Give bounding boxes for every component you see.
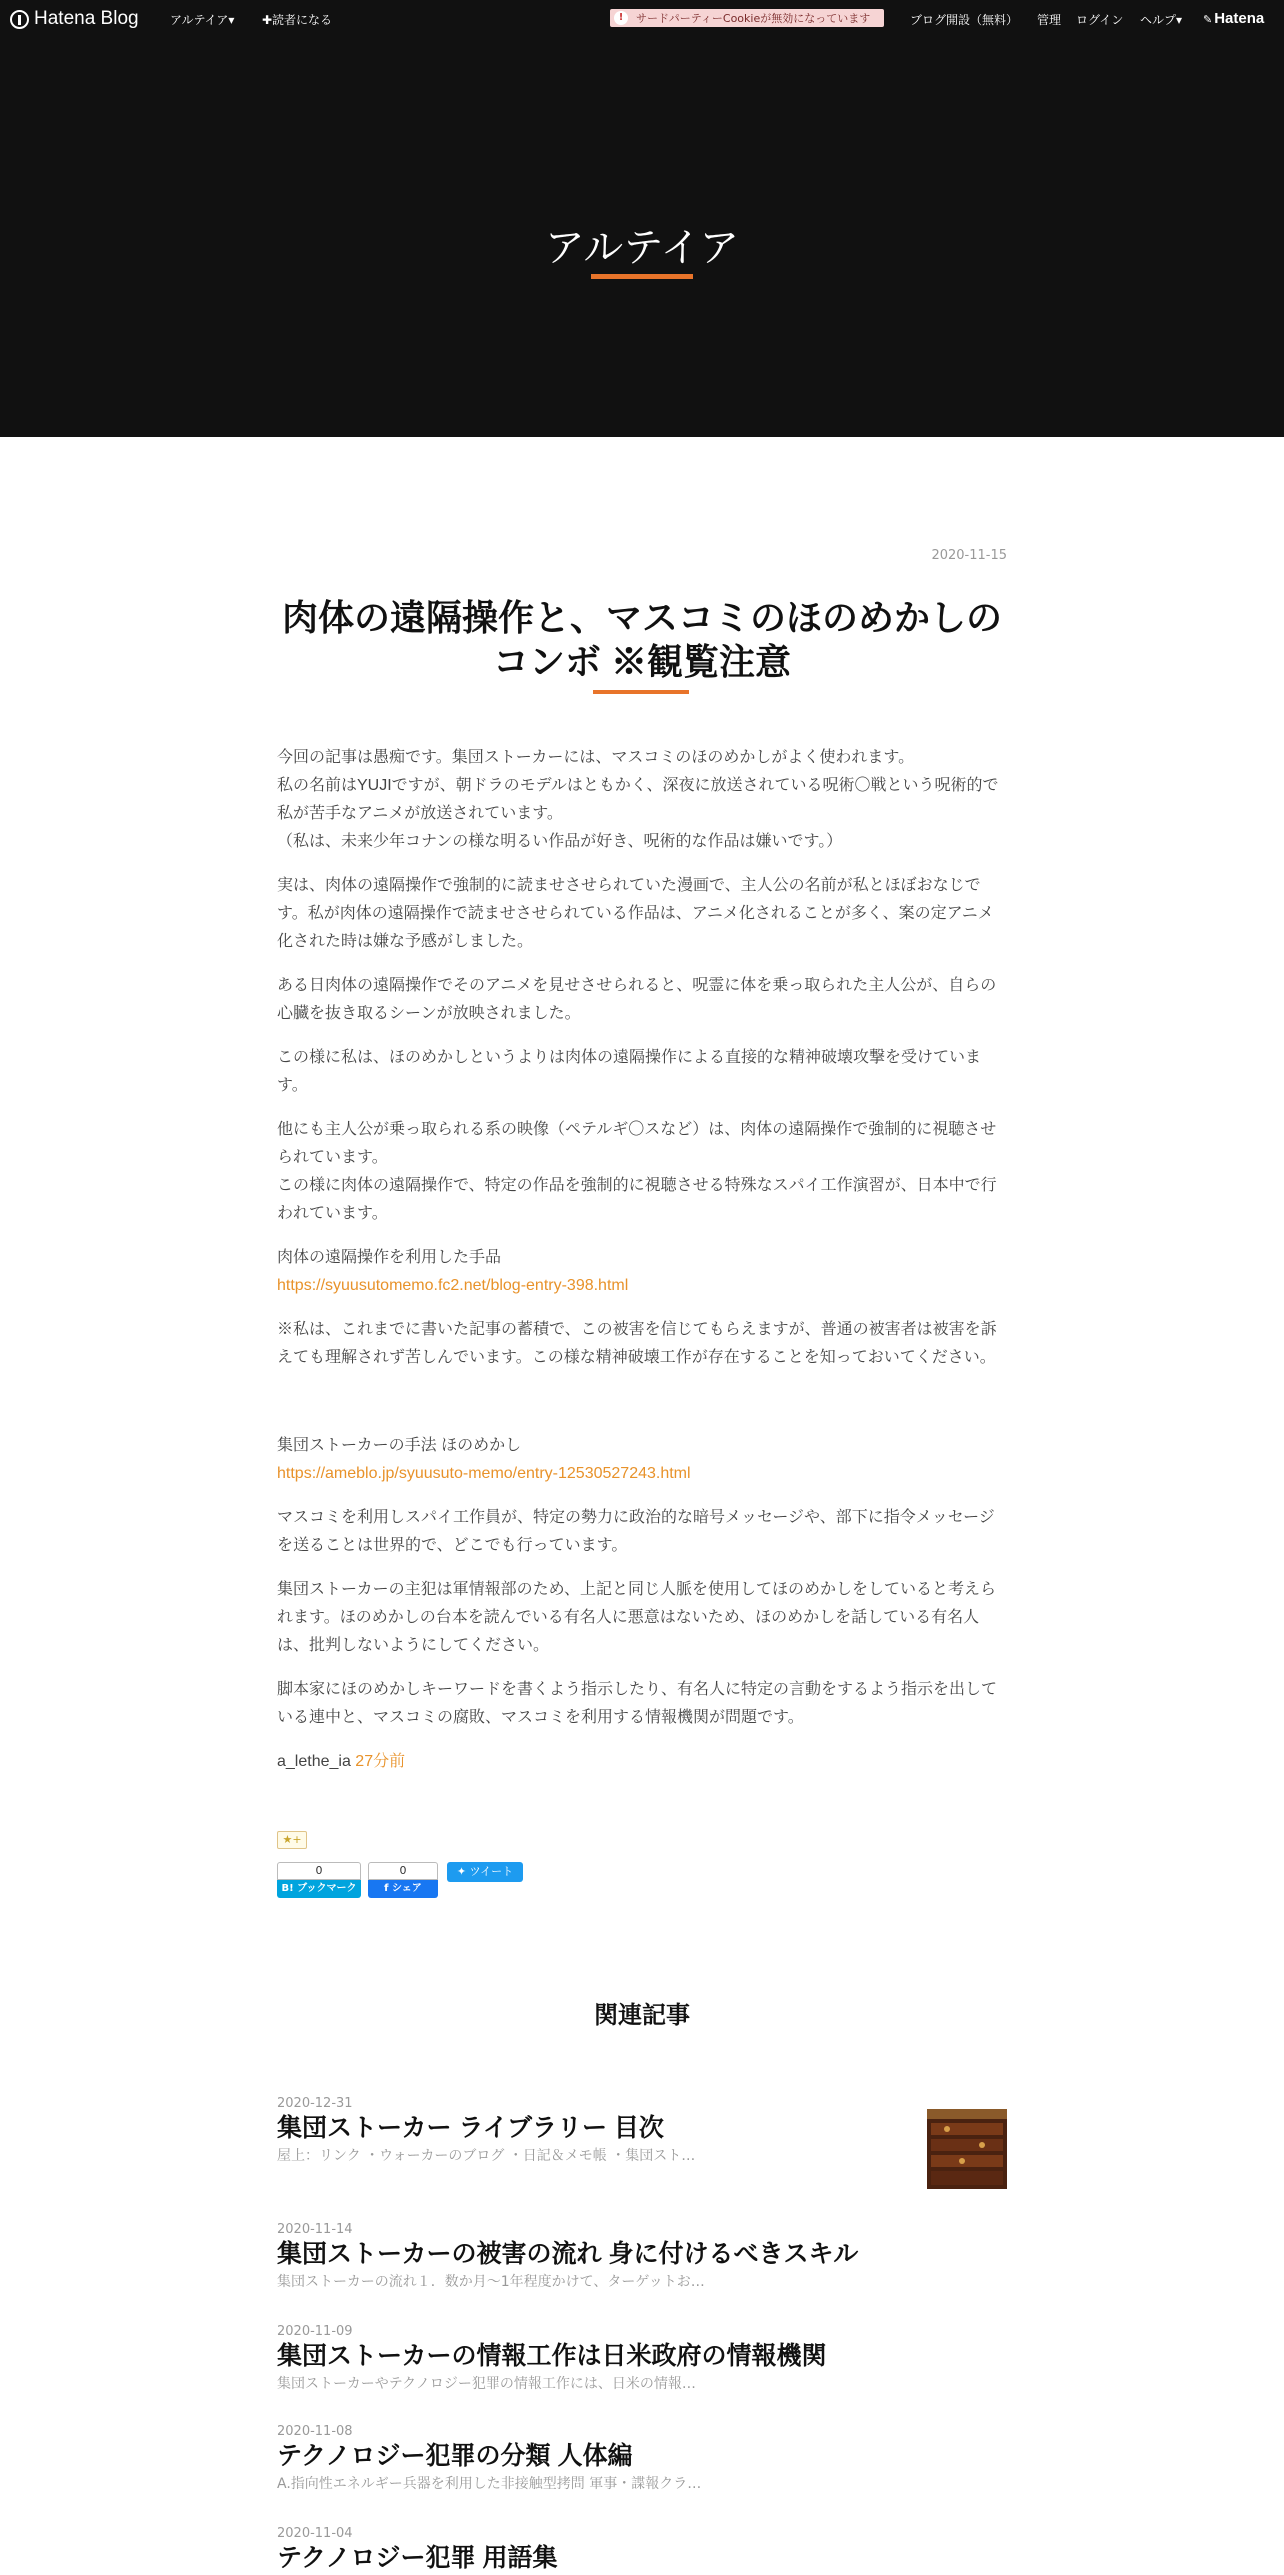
- entry-title-underline: [593, 690, 689, 694]
- paragraph: [277, 1244, 1007, 1300]
- related-date: 2020-12-31: [277, 2096, 353, 2111]
- related-date: 2020-11-04: [277, 2526, 353, 2541]
- tweet-label: ツイート: [469, 1865, 514, 1878]
- text-line: 私の名前はYUJIですが、朝ドラのモデルはともかく、深夜に放送されている呪術〇戦という呪術的で私が苦手なアニメが放送されています。: [277, 777, 999, 822]
- blog-header: [0, 38, 1284, 437]
- hatena-logo-icon: ✎: [1203, 14, 1213, 26]
- hatena-logo-icon: [10, 10, 29, 29]
- share-label: f シェア: [368, 1880, 438, 1898]
- paragraph: [277, 1116, 1007, 1228]
- entry-title[interactable]: 肉体の遠隔操作と、マスコミのほのめかしのコンボ ※観覧注意: [281, 597, 1002, 682]
- paragraph: [277, 1432, 1007, 1488]
- cookie-notice-text: サードパーティーCookieが無効になっています: [636, 12, 871, 25]
- twitter-bird-icon: ✦: [456, 1865, 467, 1878]
- tweet-button[interactable]: [447, 1862, 523, 1882]
- related-snippet: 屋上：リンク ・ウォーカーのブログ ・日記＆メモ帳 ・集団スト…: [277, 2148, 696, 2164]
- text-line: （私は、未来少年コナンの様な明るい作品が好き、呪術的な作品は嫌いです。）: [277, 833, 843, 850]
- bookmark-count: 0: [277, 1862, 361, 1880]
- entry-footer: [277, 1748, 1007, 1776]
- subscribe-button[interactable]: ✚読者になる: [262, 13, 333, 27]
- add-star-button[interactable]: ★+: [277, 1831, 307, 1849]
- cookie-notice[interactable]: [610, 9, 884, 27]
- paragraph: 脚本家にほのめかしキーワードを書くよう指示したり、有名人に特定の言動をするよう指示を出している連中と、マスコミの腐敗、マスコミを利用する情報機関が問題です。: [277, 1681, 998, 1726]
- text-line: この様に肉体の遠隔操作で、特定の作品を強制的に視聴させる特殊なスパイ工作演習が、日本中で行われています。: [277, 1177, 997, 1222]
- paragraph: この様に私は、ほのめかしというよりは肉体の遠隔操作による直接的な精神破壊攻撃を受けています。: [277, 1049, 982, 1094]
- bookmark-label: B! ブックマーク: [277, 1880, 361, 1898]
- related-heading: 関連記事: [594, 2002, 690, 2029]
- blog-title[interactable]: アルテイア: [544, 226, 740, 270]
- author-name[interactable]: a_lethe_ia: [277, 1753, 351, 1770]
- text-line: 他にも主人公が乗っ取られる系の映像（ペテルギ〇スなど）は、肉体の遠隔操作で強制的に視聴させられています。: [277, 1121, 997, 1166]
- admin-link[interactable]: 管理: [1037, 13, 1062, 27]
- related-title[interactable]: 集団ストーカーの被害の流れ 身に付けるべきスキル: [277, 2240, 859, 2268]
- hatena-link[interactable]: [1203, 10, 1264, 27]
- blog-menu[interactable]: アルテイア▾: [170, 13, 235, 27]
- paragraph: ある日肉体の遠隔操作でそのアニメを見せさせられると、呪霊に体を乗っ取られた主人公が、自らの心臓を抜き取るシーンが放映されました。: [277, 977, 997, 1022]
- related-date: 2020-11-08: [277, 2424, 353, 2439]
- related-title[interactable]: テクノロジー犯罪 用語集: [277, 2544, 558, 2572]
- title-underline: [591, 274, 693, 279]
- facebook-share-button[interactable]: [368, 1862, 438, 1900]
- entry-date[interactable]: 2020-11-15: [931, 548, 1007, 563]
- hatena-bookmark-button[interactable]: [277, 1862, 361, 1900]
- paragraph: マスコミを利用しスパイ工作員が、特定の勢力に政治的な暗号メッセージや、部下に指令メッセージを送ることは世界的で、どこでも行っています。: [277, 1509, 995, 1554]
- external-link[interactable]: https://syuusutomemo.fc2.net/blog-entry-398.html: [277, 1277, 629, 1294]
- entry-body: [277, 744, 1007, 1776]
- help-menu[interactable]: ヘルプ▾: [1140, 13, 1183, 27]
- warning-icon: !: [614, 11, 628, 25]
- related-date: 2020-11-14: [277, 2222, 353, 2237]
- paragraph: 実は、肉体の遠隔操作で強制的に読ませさせられていた漫画で、主人公の名前が私とほぼおなじです。私が肉体の遠隔操作で読ませさせられている作品は、アニメ化されることが多く、案の定アニメ化された時は嫌な予感がしました。: [277, 877, 994, 950]
- related-title[interactable]: 集団ストーカー ライブラリー 目次: [277, 2114, 664, 2142]
- paragraph: 集団ストーカーの主犯は軍情報部のため、上記と同じ人脈を使用してほのめかしをしていると考えられます。ほのめかしの台本を読んでいる有名人に悪意はないため、ほのめかしを話している有名人は、批判しないようにしてください。: [277, 1581, 997, 1654]
- related-item[interactable]: [277, 2096, 1007, 2165]
- related-date: 2020-11-09: [277, 2324, 353, 2339]
- logo-text: Hatena Blog: [34, 8, 139, 29]
- related-item[interactable]: [277, 2324, 1007, 2393]
- related-item[interactable]: [277, 2424, 1007, 2493]
- text-line: 今回の記事は愚痴です。集団ストーカーには、マスコミのほのめかしがよく使われます。: [277, 749, 915, 766]
- related-snippet: 集団ストーカーの流れ１．数か月～1年程度かけて、ターゲットお…: [277, 2274, 705, 2290]
- global-header: [0, 0, 1284, 38]
- posted-time[interactable]: 27分前: [355, 1753, 406, 1770]
- hatena-text: Hatena: [1214, 10, 1265, 27]
- external-link[interactable]: https://ameblo.jp/syuusuto-memo/entry-12530527243.html: [277, 1465, 691, 1482]
- hatena-blog-logo[interactable]: [10, 7, 139, 31]
- related-title[interactable]: テクノロジー犯罪の分類 人体編: [277, 2442, 633, 2470]
- open-blog-link[interactable]: ブログ開設（無料）: [910, 13, 1019, 27]
- paragraph: ※私は、これまでに書いた記事の蓄積で、この被害を信じてもらえますが、普通の被害者は被害を訴えても理解されず苦しんでいます。この様な精神破壊工作が存在することを知っておいてください。: [277, 1321, 997, 1366]
- related-item[interactable]: [277, 2222, 1007, 2291]
- paragraph: [277, 744, 1007, 856]
- related-thumbnail[interactable]: [927, 2109, 1007, 2189]
- related-title[interactable]: 集団ストーカーの情報工作は日米政府の情報機関: [277, 2342, 827, 2370]
- text-line: 肉体の遠隔操作を利用した手品: [277, 1249, 502, 1266]
- text-line: 集団ストーカーの手法 ほのめかし: [277, 1437, 522, 1454]
- login-link[interactable]: ログイン: [1076, 13, 1124, 27]
- related-snippet: 集団ストーカーやテクノロジー犯罪の情報工作には、日米の情報…: [277, 2376, 696, 2392]
- share-count: 0: [368, 1862, 438, 1880]
- spacer: [277, 1388, 1007, 1432]
- related-snippet: A.指向性エネルギー兵器を利用した非接触型拷問 軍事・諜報クラ…: [277, 2476, 702, 2492]
